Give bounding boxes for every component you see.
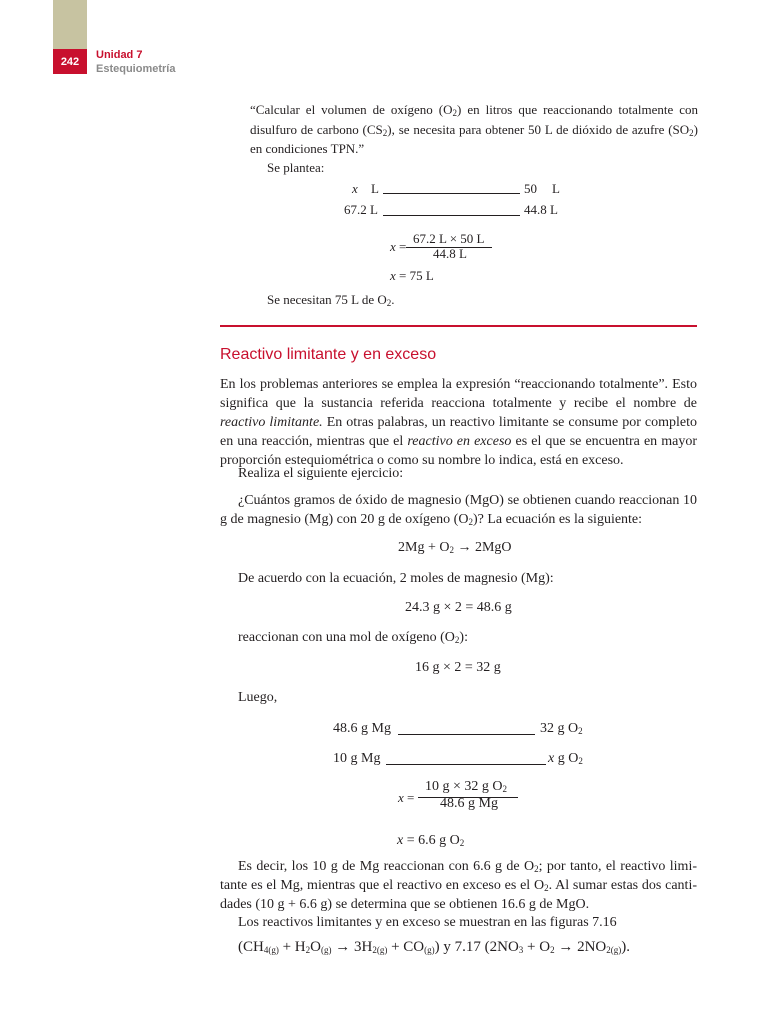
row2-right: 44.8 L (524, 202, 558, 217)
paragraph-2: Realiza el siguiente ejercicio: (238, 466, 404, 481)
calc-1: 24.3 g × 2 = 48.6 g (405, 600, 512, 615)
question: ¿Cuántos gramos de óxido de magnesio (MgO) se obtienen cuando reaccionan 10 g de magnesio (Mg) con 20 g de oxígeno $(O_2)$? La ecuación es la siguiente: (220, 493, 697, 527)
row4-left: 10 g Mg (333, 751, 381, 766)
section-divider (220, 325, 697, 327)
section-title: Reactivo limitante y en exceso (220, 346, 437, 363)
paragraph-4: reaccionan con una mol de oxígeno $(O_2)$: (238, 630, 468, 645)
conclusion-1: Se necesitan 75 L de $O_2$. (267, 292, 395, 308)
result-2: x = 6.6 g $O_2$ (397, 833, 465, 848)
paragraph-3: De acuerdo con la ecuación, 2 moles de magnesio (Mg): (238, 571, 554, 586)
calc-2: 16 g × 2 = 32 g (415, 660, 501, 675)
se-plantea: Se plantea: (267, 160, 325, 175)
row3-left: 48.6 g Mg (333, 721, 391, 736)
paragraph-7: Los reactivos limitantes y en exceso se muestran en las figuras 7.16 (238, 915, 617, 930)
page-number: 242 (53, 49, 87, 74)
equation-1: $2Mg + O_2 \to 2MgO$ (398, 540, 512, 555)
row3-rule (398, 734, 535, 735)
row4-right: x g $O_2$ (548, 751, 583, 766)
unit-subtitle: Estequiometría (96, 63, 176, 75)
row2-left: 67.2 L (344, 202, 378, 217)
example-quote: “Calcular el volumen de oxígeno $(O_2)$ en litros que reaccionando totalmente con disulfuro de carbono $(CS_2)$, se necesita para obtener 50 L de dióxido de azufre $(SO_2)$ en condiciones TPN.” (250, 102, 698, 156)
paragraph-6: Es decir, los 10 g de Mg reaccionan con 6.6 g de $O_2$; por tanto, el reactivo limitante es el Mg, mientras que el reactivo en exceso es el $O_2$. Al sumar estas dos cantidades (10 g + 6.6 g) se determina que se obtienen 16.6 g de MgO. (220, 859, 698, 912)
unit-title: Unidad 7 (96, 49, 143, 61)
frac1-numerator: 67.2 L × 50 L (413, 231, 485, 246)
result-1: x = 75 L (390, 268, 434, 283)
paragraph-1: En los problemas anteriores se emplea la expresión “reaccionando totalmente”. Esto significa que la sustancia referida reacciona totalmente y recibe el nombre de reactivo limitante. En otras palabras, un reactivo limitante se consume por completo en una reacción, mientras que el reactivo en exceso es el que se encuentra en mayor proporción estequiométrica o como su nombre lo indica, está en exceso. (220, 377, 698, 468)
row1-left-unit: L (371, 181, 379, 196)
frac2-denominator: 48.6 g Mg (440, 796, 498, 811)
frac2-lhs: x = (398, 790, 415, 805)
header-tab (53, 0, 87, 49)
figures-formula: $(CH_{4(g)} + H_2O_{(g)} \to 3H_{2(g)} + CO_{(g)})$ y 7.17 $(2NO_3 + O_2 \to 2NO_{2(g)})$. (238, 939, 630, 955)
row4-rule (386, 764, 546, 765)
row2-rule (383, 215, 520, 216)
frac2-numerator: 10 g × 32 g $O_2$ (425, 779, 508, 794)
row1-right-unit: L (552, 181, 560, 196)
frac1-denominator: 44.8 L (433, 246, 467, 261)
frac1-lhs: x = (390, 239, 407, 254)
row1-left-var: x (352, 181, 358, 196)
paragraph-5: Luego, (238, 690, 278, 705)
row1-rule (383, 193, 520, 194)
row1-right-value: 50 (524, 181, 537, 196)
row3-right: 32 g $O_2$ (540, 721, 583, 736)
